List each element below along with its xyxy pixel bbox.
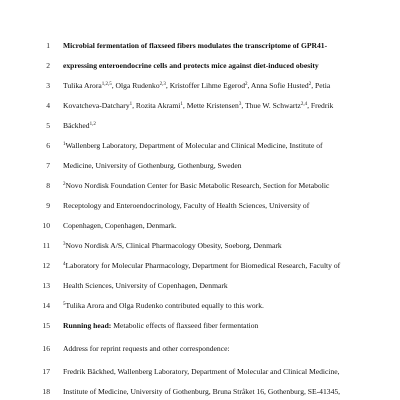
affiliation-line: Novo Nordisk Foundation Center for Basic Metabolic Research, Section for Metabolic [65,181,330,190]
manuscript-line [0,60,400,72]
manuscript-line [0,220,400,232]
line-number: 2 [46,61,50,70]
manuscript-line [0,40,400,52]
line-number: 1 [46,41,50,50]
manuscript-line [0,240,400,252]
author-affiliation-sup: 2 [308,82,312,87]
affiliation-line: Wallenberg Laboratory, Department of Molecular and Clinical Medicine, Institute of [65,141,323,150]
correspondence-line: Institute of Medicine, University of Gothenburg, Bruna Stråket 16, Gothenburg, SE-41345, [63,387,341,396]
manuscript-line [0,386,400,398]
running-head [63,320,393,332]
affiliation-line: Copenhagen, Copenhagen, Denmark. [63,221,177,230]
running-head-text: Metabolic effects of flaxseed fiber fermentation [111,321,259,330]
manuscript-line [0,200,400,212]
author-list-line-3 [63,120,393,132]
manuscript-line [0,343,400,355]
line-number: 4 [46,101,50,110]
author-name: , Olga Rudenko [111,81,160,90]
line-number: 5 [46,121,50,130]
author-name: , Petia [311,81,331,90]
author-name: , Thue W. Schwartz [241,101,301,110]
line-number: 16 [42,344,50,353]
manuscript-line [0,260,400,272]
manuscript-line [0,180,400,192]
author-list-line-2 [63,100,393,112]
author-affiliation-sup: 1,2,5 [101,82,112,87]
line-number: 18 [42,387,50,396]
affiliation-line: Receptology and Enteroendocrinology, Faculty of Health Sciences, University of [63,201,310,210]
affiliation-text [63,180,393,192]
paper-title-line-1: Microbial fermentation of flaxseed fibers modulates the transcriptome of GPR41- [63,41,328,50]
author-affiliation-sup: 1,2 [89,122,96,127]
manuscript-line [0,120,400,132]
line-number: 13 [42,281,50,290]
line-number: 8 [46,181,50,190]
affiliation-line: Laboratory for Molecular Pharmacology, Department for Biomedical Research, Faculty of [65,261,341,270]
equal-contribution-note [63,300,393,312]
paper-title-line-2: expressing enteroendocrine cells and protects mice against diet-induced obesity [63,61,319,70]
author-name: , Mette Kristensen [182,101,239,110]
affiliation-line: Health Sciences, University of Copenhagen, Denmark [63,281,228,290]
author-affiliation-sup: 3 [238,102,242,107]
manuscript-line [0,140,400,152]
correspondence-heading: Address for reprint requests and other correspondence: [63,344,230,353]
affiliation-text [63,240,393,252]
manuscript-line [0,80,400,92]
line-number: 3 [46,81,50,90]
affiliation-text [63,140,393,152]
affiliation-line: Novo Nordisk A/S, Clinical Pharmacology Obesity, Soeborg, Denmark [65,241,282,250]
note-text: Tulika Arora and Olga Rudenko contributed equally to this work. [65,301,264,310]
affiliation-marker: 1 [63,142,66,147]
affiliation-marker: 5 [63,302,66,307]
author-name: Bäckhed [63,121,90,130]
author-name: , Anna Sofie Husted [247,81,309,90]
line-number: 12 [42,261,50,270]
author-affiliation-sup: 2,3 [159,82,166,87]
author-affiliation-sup: 1 [180,102,183,107]
line-number: 11 [42,241,50,250]
manuscript-line [0,280,400,292]
author-name: , Fredrik [307,101,334,110]
correspondence-line: Fredrik Bäckhed, Wallenberg Laboratory, Department of Molecular and Clinical Medicine, [63,367,340,376]
line-number: 9 [46,201,50,210]
manuscript-line [0,100,400,112]
author-list-line-1 [63,80,393,92]
line-number: 15 [42,321,50,330]
author-name: Kovatcheva-Datchary [63,101,130,110]
line-number: 17 [42,367,50,376]
author-name: , Kristoffer Lihme Egerod [165,81,246,90]
affiliation-text [63,260,393,272]
affiliation-marker: 3 [63,242,66,247]
author-affiliation-sup: 2 [245,82,248,87]
manuscript-line [0,366,400,378]
author-name: , Rozita Akrami [132,101,181,110]
line-number: 7 [46,161,50,170]
affiliation-marker: 2 [63,182,66,187]
author-affiliation-sup: 2,4 [300,102,308,107]
affiliation-line: Medicine, University of Gothenburg, Gothenburg, Sweden [63,161,242,170]
line-number: 10 [42,221,50,230]
affiliation-marker: 4 [63,262,66,267]
manuscript-line [0,160,400,172]
running-head-label: Running head: [63,321,112,330]
line-number: 6 [46,141,50,150]
manuscript-line [0,300,400,312]
line-number: 14 [42,301,50,310]
manuscript-line [0,320,400,332]
author-name: Tulika Arora [63,81,102,90]
author-affiliation-sup: 1 [129,102,133,107]
